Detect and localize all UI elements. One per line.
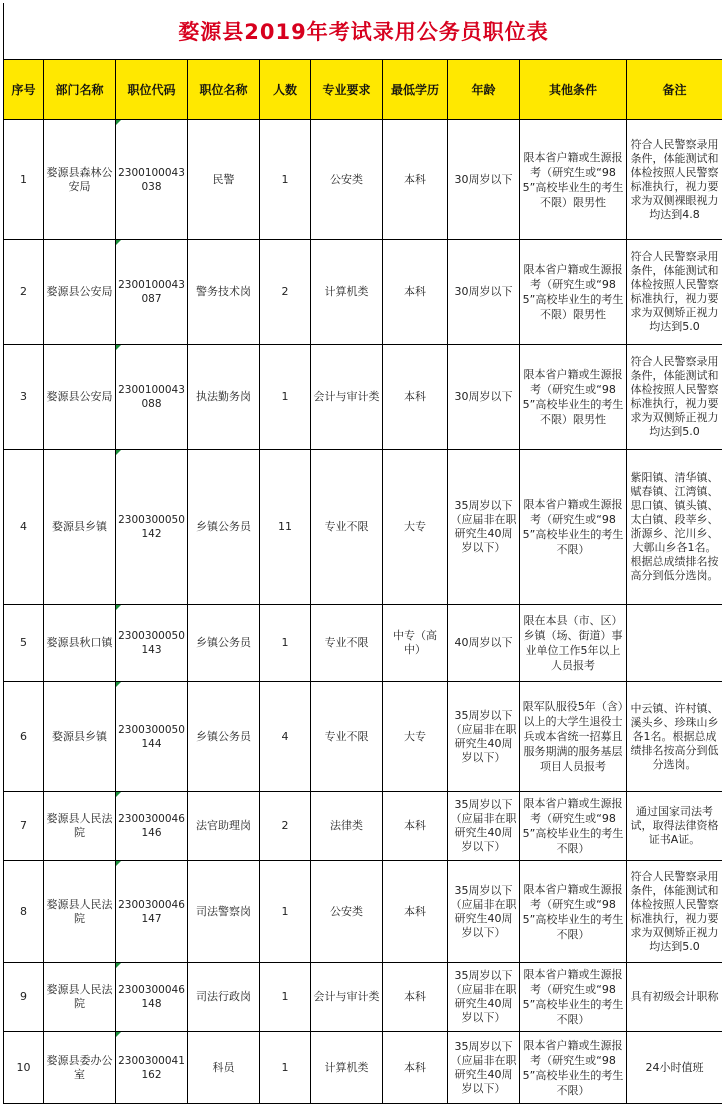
- cell-position: 司法警察岗: [188, 861, 260, 963]
- cell-major: 公安类: [311, 120, 383, 240]
- table-row: [4, 682, 722, 792]
- cell-major: 专业不限: [311, 450, 383, 605]
- cell-position: 乡镇公务员: [188, 682, 260, 792]
- cell-dept: 婺源县森林公安局: [44, 120, 116, 240]
- cell-cond: 限本省户籍或生源报考（研究生或“985”高校毕业生的考生不限）: [520, 861, 627, 963]
- cell-age: 30周岁以下: [448, 120, 520, 240]
- cell-position: 科员: [188, 1032, 260, 1104]
- header-code: 职位代码: [116, 60, 188, 120]
- table-row: [4, 240, 722, 345]
- cell-count: 2: [260, 792, 311, 861]
- cell-count: 1: [260, 605, 311, 682]
- cell-age: 40周岁以下: [448, 605, 520, 682]
- cell-position: 乡镇公务员: [188, 605, 260, 682]
- cell-count: 4: [260, 682, 311, 792]
- cell-code: 2300300050143: [116, 605, 188, 682]
- cell-code: 2300300046146: [116, 792, 188, 861]
- cell-cond: 限在本县（市、区）乡镇（场、街道）事业单位工作5年以上人员报考: [520, 605, 627, 682]
- table-row: [4, 861, 722, 963]
- cell-note: [627, 605, 722, 682]
- cell-major: 公安类: [311, 861, 383, 963]
- cell-age: 35周岁以下（应届非在职研究生40周岁以下）: [448, 963, 520, 1032]
- cell-dept: 婺源县乡镇: [44, 682, 116, 792]
- cell-count: 2: [260, 240, 311, 345]
- cell-cond: 限军队服役5年（含）以上的大学生退役士兵或本省统一招募且服务期满的服务基层项目人员报考: [520, 682, 627, 792]
- header-no: 序号: [4, 60, 44, 120]
- cell-no: 8: [4, 861, 44, 963]
- table-row: [4, 605, 722, 682]
- cell-dept: 婺源县人民法院: [44, 963, 116, 1032]
- cell-note: 符合人民警察录用条件，体能测试和体检按照人民警察标准执行，视力要求为双侧矫正视力均达到5.0: [627, 861, 722, 963]
- cell-no: 3: [4, 345, 44, 450]
- cell-cond: 限本省户籍或生源报考（研究生或“985”高校毕业生的考生不限）: [520, 792, 627, 861]
- cell-dept: 婺源县乡镇: [44, 450, 116, 605]
- cell-note: 通过国家司法考试，取得法律资格证书A证。: [627, 792, 722, 861]
- cell-edu: 本科: [383, 120, 448, 240]
- cell-major: 专业不限: [311, 682, 383, 792]
- cell-position: 警务技术岗: [188, 240, 260, 345]
- cell-dept: 婺源县公安局: [44, 345, 116, 450]
- cell-edu: 本科: [383, 963, 448, 1032]
- cell-dept: 婺源县人民法院: [44, 792, 116, 861]
- cell-dept: 婺源县人民法院: [44, 861, 116, 963]
- cell-code: 2300300046147: [116, 861, 188, 963]
- cell-no: 6: [4, 682, 44, 792]
- header-count: 人数: [260, 60, 311, 120]
- cell-note: 符合人民警察录用条件，体能测试和体检按照人民警察标准执行，视力要求为双侧矫正视力均达到5.0: [627, 240, 722, 345]
- cell-major: 计算机类: [311, 240, 383, 345]
- cell-position: 执法勤务岗: [188, 345, 260, 450]
- header-cond: 其他条件: [520, 60, 627, 120]
- cell-no: 1: [4, 120, 44, 240]
- header-note: 备注: [627, 60, 722, 120]
- header-major: 专业要求: [311, 60, 383, 120]
- cell-edu: 本科: [383, 1032, 448, 1104]
- cell-cond: 限本省户籍或生源报考（研究生或“985”高校毕业生的考生不限）: [520, 1032, 627, 1104]
- cell-age: 30周岁以下: [448, 240, 520, 345]
- cell-position: 民警: [188, 120, 260, 240]
- cell-cond: 限本省户籍或生源报考（研究生或“985”高校毕业生的考生不限）限男性: [520, 120, 627, 240]
- cell-count: 1: [260, 1032, 311, 1104]
- cell-code: 2300300050142: [116, 450, 188, 605]
- cell-note: 24小时值班: [627, 1032, 722, 1104]
- table-row: [4, 120, 722, 240]
- cell-code: 2300300041162: [116, 1032, 188, 1104]
- cell-major: 会计与审计类: [311, 963, 383, 1032]
- table-row: [4, 1032, 722, 1104]
- cell-count: 1: [260, 120, 311, 240]
- header-age: 年龄: [448, 60, 520, 120]
- cell-cond: 限本省户籍或生源报考（研究生或“985”高校毕业生的考生不限）: [520, 963, 627, 1032]
- table-row: [4, 963, 722, 1032]
- cell-no: 9: [4, 963, 44, 1032]
- cell-note: 符合人民警察录用条件，体能测试和体检按照人民警察标准执行，视力要求为双侧裸眼视力均达到4.8: [627, 120, 722, 240]
- cell-cond: 限本省户籍或生源报考（研究生或“985”高校毕业生的考生不限）: [520, 450, 627, 605]
- table-title: 婺源县2019年考试录用公务员职位表: [3, 3, 722, 59]
- cell-code: 2300100043087: [116, 240, 188, 345]
- cell-age: 35周岁以下（应届非在职研究生40周岁以下）: [448, 450, 520, 605]
- cell-cond: 限本省户籍或生源报考（研究生或“985”高校毕业生的考生不限）限男性: [520, 345, 627, 450]
- cell-age: 35周岁以下（应届非在职研究生40周岁以下）: [448, 792, 520, 861]
- cell-major: 专业不限: [311, 605, 383, 682]
- cell-edu: 大专: [383, 682, 448, 792]
- cell-edu: 大专: [383, 450, 448, 605]
- cell-edu: 本科: [383, 861, 448, 963]
- header-edu: 最低学历: [383, 60, 448, 120]
- header-position: 职位名称: [188, 60, 260, 120]
- cell-count: 1: [260, 861, 311, 963]
- cell-major: 计算机类: [311, 1032, 383, 1104]
- cell-position: 乡镇公务员: [188, 450, 260, 605]
- cell-note: 具有初级会计职称: [627, 963, 722, 1032]
- cell-major: 法律类: [311, 792, 383, 861]
- cell-count: 11: [260, 450, 311, 605]
- cell-count: 1: [260, 345, 311, 450]
- cell-dept: 婺源县委办公室: [44, 1032, 116, 1104]
- table-row: [4, 345, 722, 450]
- cell-edu: 本科: [383, 792, 448, 861]
- cell-age: 35周岁以下（应届非在职研究生40周岁以下）: [448, 682, 520, 792]
- cell-edu: 本科: [383, 345, 448, 450]
- cell-code: 2300100043038: [116, 120, 188, 240]
- table-row: [4, 792, 722, 861]
- cell-no: 10: [4, 1032, 44, 1104]
- cell-code: 2300100043088: [116, 345, 188, 450]
- cell-cond: 限本省户籍或生源报考（研究生或“985”高校毕业生的考生不限）限男性: [520, 240, 627, 345]
- cell-position: 法官助理岗: [188, 792, 260, 861]
- cell-edu: 本科: [383, 240, 448, 345]
- cell-code: 2300300050144: [116, 682, 188, 792]
- cell-dept: 婺源县公安局: [44, 240, 116, 345]
- cell-no: 2: [4, 240, 44, 345]
- cell-age: 35周岁以下（应届非在职研究生40周岁以下）: [448, 1032, 520, 1104]
- header-dept: 部门名称: [44, 60, 116, 120]
- cell-note: 中云镇、许村镇、溪头乡、珍珠山乡各1名。根据总成绩排名按高分到低分选岗。: [627, 682, 722, 792]
- cell-code: 2300300046148: [116, 963, 188, 1032]
- header-row: [4, 60, 722, 120]
- cell-note: 符合人民警察录用条件，体能测试和体检按照人民警察标准执行，视力要求为双侧矫正视力均达到5.0: [627, 345, 722, 450]
- cell-edu: 中专（高中）: [383, 605, 448, 682]
- cell-age: 30周岁以下: [448, 345, 520, 450]
- cell-dept: 婺源县秋口镇: [44, 605, 116, 682]
- cell-position: 司法行政岗: [188, 963, 260, 1032]
- cell-age: 35周岁以下（应届非在职研究生40周岁以下）: [448, 861, 520, 963]
- cell-no: 4: [4, 450, 44, 605]
- table-row: [4, 450, 722, 605]
- cell-no: 7: [4, 792, 44, 861]
- cell-major: 会计与审计类: [311, 345, 383, 450]
- cell-count: 1: [260, 963, 311, 1032]
- position-table: [3, 59, 722, 1104]
- cell-note: 紫阳镇、清华镇、赋春镇、江湾镇、思口镇、镇头镇、太白镇、段莘乡、浙源乡、沱川乡、大鄣山乡各1名。根据总成绩排名按高分到低分选岗。: [627, 450, 722, 605]
- cell-no: 5: [4, 605, 44, 682]
